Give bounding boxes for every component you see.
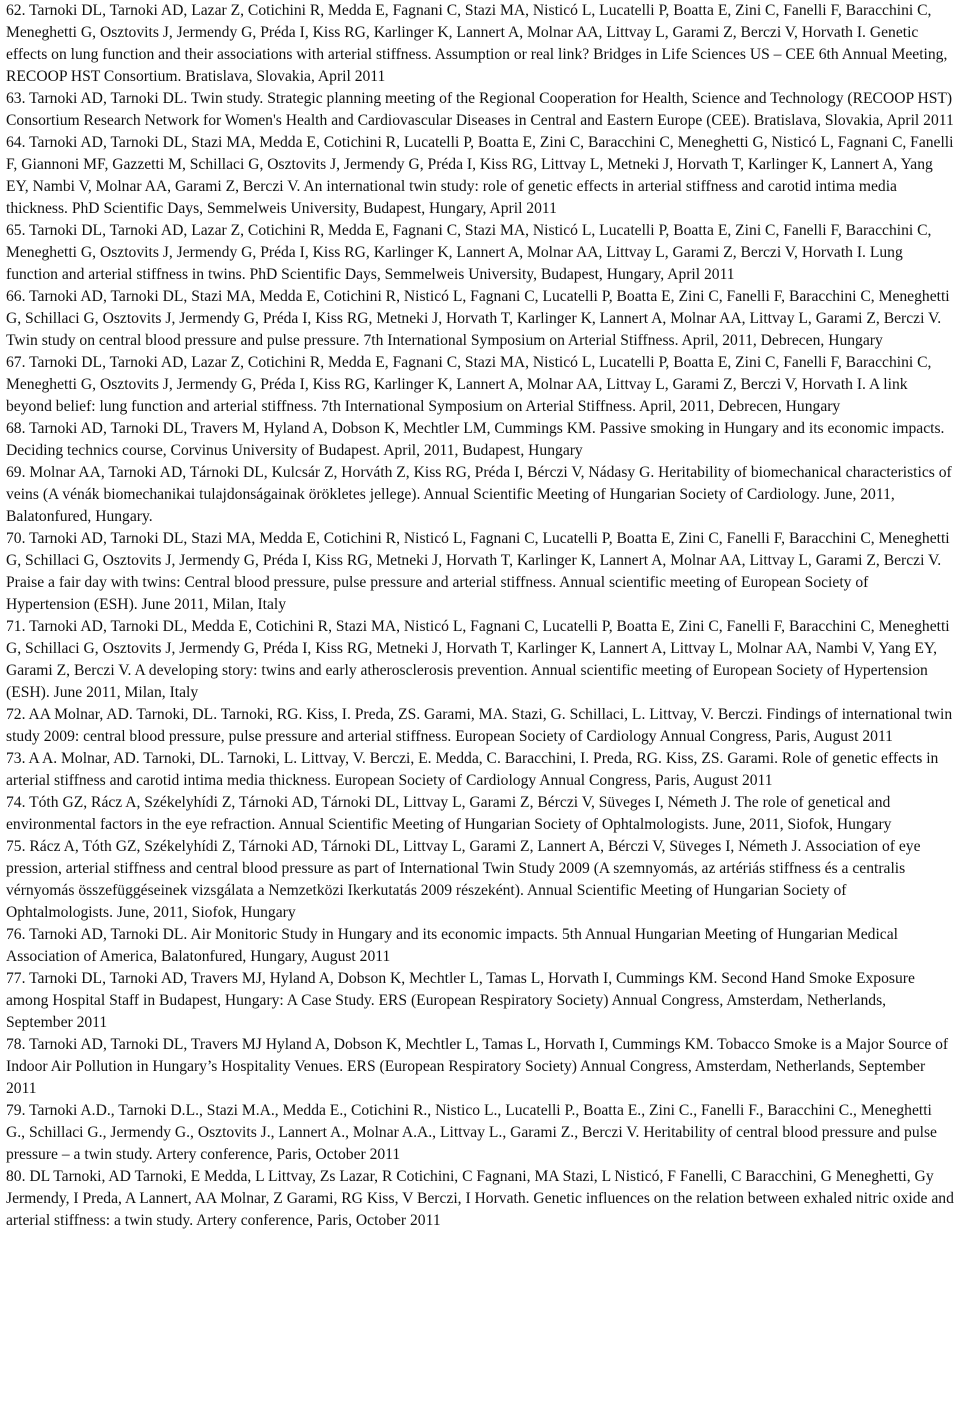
- reference-entry: 80. DL Tarnoki, AD Tarnoki, E Medda, L Littvay, Zs Lazar, R Cotichini, C Fagnani, MA Stazi, L Nisticó, F Fanelli, C Baracchini, G Meneghetti, Gy Jermendy, I Preda, A Lannert, AA Molnar, Z Garami, RG Kiss, V Berczi, I Horvath. Genetic influences on the relation between exhaled nitric oxide and arterial stiffness: a twin study. Artery conference, Paris, October 2011: [6, 1168, 954, 1229]
- reference-entry: 64. Tarnoki AD, Tarnoki DL, Stazi MA, Medda E, Cotichini R, Lucatelli P, Boatta E, Zini C, Baracchini C, Meneghetti G, Nisticó L, Fagnani C, Fanelli F, Giannoni MF, Gazzetti M, Schillaci G, Osztovits J, Jermendy G, Préda I, Kiss RG, Littvay L, Metneki J, Horvath T, Karlinger K, Lannert A, Yang EY, Nambi V, Molnar AA, Garami Z, Berczi V. An international twin study: role of genetic effects in arterial stiffness and carotid intima media thickness. PhD Scientific Days, Semmelweis University, Budapest, Hungary, April 2011: [6, 134, 954, 217]
- reference-entry: 73. A A. Molnar, AD. Tarnoki, DL. Tarnoki, L. Littvay, V. Berczi, E. Medda, C. Baracchini, I. Preda, RG. Kiss, ZS. Garami. Role of genetic effects in arterial stiffness and carotid intima media thickness. European Society of Cardiology Annual Congress, Paris, August 2011: [6, 750, 939, 789]
- reference-entry: 67. Tarnoki DL, Tarnoki AD, Lazar Z, Cotichini R, Medda E, Fagnani C, Stazi MA, Nisticó L, Lucatelli P, Boatta E, Zini C, Fanelli F, Baracchini C, Meneghetti G, Osztovits J, Jermendy G, Préda I, Kiss RG, Karlinger K, Lannert A, Molnar AA, Littvay L, Garami Z, Berczi V, Horvath I. A link beyond belief: lung function and arterial stiffness. 7th International Symposium on Arterial Stiffness. April, 2011, Debrecen, Hungary: [6, 354, 932, 415]
- reference-entry: 65. Tarnoki DL, Tarnoki AD, Lazar Z, Cotichini R, Medda E, Fagnani C, Stazi MA, Nisticó L, Lucatelli P, Boatta E, Zini C, Fanelli F, Baracchini C, Meneghetti G, Osztovits J, Jermendy G, Préda I, Kiss RG, Karlinger K, Lannert A, Molnar AA, Littvay L, Garami Z, Berczi V, Horvath I. Lung function and arterial stiffness in twins. PhD Scientific Days, Semmelweis University, Budapest, Hungary, April 2011: [6, 222, 932, 283]
- reference-entry: 66. Tarnoki AD, Tarnoki DL, Stazi MA, Medda E, Cotichini R, Nisticó L, Fagnani C, Lucatelli P, Boatta E, Zini C, Fanelli F, Baracchini C, Meneghetti G, Schillaci G, Osztovits J, Jermendy G, Préda I, Kiss RG, Metneki J, Horvath T, Karlinger K, Lannert A, Molnar AA, Littvay L, Garami Z, Berczi V. Twin study on central blood pressure and pulse pressure. 7th International Symposium on Arterial Stiffness. April, 2011, Debrecen, Hungary: [6, 288, 950, 349]
- reference-entry: 62. Tarnoki DL, Tarnoki AD, Lazar Z, Cotichini R, Medda E, Fagnani C, Stazi MA, Nisticó L, Lucatelli P, Boatta E, Zini C, Fanelli F, Baracchini C, Meneghetti G, Osztovits J, Jermendy G, Préda I, Kiss RG, Karlinger K, Lannert A, Molnar AA, Littvay L, Garami Z, Berczi V, Horvath I. Genetic effects on lung function and their associations with arterial stiffness. Assumption or real link? Bridges in Life Sciences US – CEE 6th Annual Meeting, RECOOP HST Consortium. Bratislava, Slovakia, April 2011: [6, 2, 948, 85]
- reference-entry: 71. Tarnoki AD, Tarnoki DL, Medda E, Cotichini R, Stazi MA, Nisticó L, Fagnani C, Lucatelli P, Boatta E, Zini C, Fanelli F, Baracchini C, Meneghetti G, Schillaci G, Osztovits J, Jermendy G, Préda I, Kiss RG, Metneki J, Horvath T, Karlinger K, Lannert A, Littvay L, Molnar AA, Nambi V, Yang EY, Garami Z, Berczi V. A developing story: twins and early atherosclerosis prevention. Annual scientific meeting of European Society of Hypertension (ESH). June 2011, Milan, Italy: [6, 618, 950, 701]
- reference-entry: 76. Tarnoki AD, Tarnoki DL. Air Monitoric Study in Hungary and its economic impacts. 5th Annual Hungarian Meeting of Hungarian Medical Association of America, Balatonfured, Hungary, August 2011: [6, 926, 898, 965]
- reference-entry: 77. Tarnoki DL, Tarnoki AD, Travers MJ, Hyland A, Dobson K, Mechtler L, Tamas L, Horvath I, Cummings KM. Second Hand Smoke Exposure among Hospital Staff in Budapest, Hungary: A Case Study. ERS (European Respiratory Society) Annual Congress, Amsterdam, Netherlands, September 2011: [6, 970, 915, 1031]
- reference-entry: 74. Tóth GZ, Rácz A, Székelyhídi Z, Tárnoki AD, Tárnoki DL, Littvay L, Garami Z, Bérczi V, Süveges I, Németh J. The role of genetical and environmental factors in the eye refraction. Annual Scientific Meeting of Hungarian Society of Ophtalmologists. June, 2011, Siofok, Hungary: [6, 794, 892, 833]
- reference-entry: 69. Molnar AA, Tarnoki AD, Tárnoki DL, Kulcsár Z, Horváth Z, Kiss RG, Préda I, Bérczi V, Nádasy G. Heritability of biomechanical characteristics of veins (A vénák biomechanikai tulajdonságainak örökletes jellege). Annual Scientific Meeting of Hungarian Society of Cardiology. June, 2011, Balatonfured, Hungary.: [6, 464, 952, 525]
- reference-list: [6, 0, 954, 1232]
- reference-entry: 75. Rácz A, Tóth GZ, Székelyhídi Z, Tárnoki AD, Tárnoki DL, Littvay L, Garami Z, Lannert A, Bérczi V, Süveges I, Németh J. Association of eye pression, arterial stiffness and central blood pressure as part of International Twin Study 2009 (A szemnyomás, az artériás stiffness és a centralis vérnyomás összefüggéseinek vizsgálata a Nemzetközi Ikerkutatás 2009 részeként). Annual Scientific Meeting of Hungarian Society of Ophtalmologists. June, 2011, Siofok, Hungary: [6, 838, 921, 921]
- reference-entry: 79. Tarnoki A.D., Tarnoki D.L., Stazi M.A., Medda E., Cotichini R., Nistico L., Lucatelli P., Boatta E., Zini C., Fanelli F., Baracchini C., Meneghetti G., Schillaci G., Jermendy G., Osztovits J., Lannert A., Molnar A.A., Littvay L., Garami Z., Berczi V. Heritability of central blood pressure and pulse pressure – a twin study. Artery conference, Paris, October 2011: [6, 1102, 937, 1163]
- reference-entry: 72. AA Molnar, AD. Tarnoki, DL. Tarnoki, RG. Kiss, I. Preda, ZS. Garami, MA. Stazi, G. Schillaci, L. Littvay, V. Berczi. Findings of international twin study 2009: central blood pressure, pulse pressure and arterial stiffness. European Society of Cardiology Annual Congress, Paris, August 2011: [6, 706, 953, 745]
- reference-entry: 78. Tarnoki AD, Tarnoki DL, Travers MJ Hyland A, Dobson K, Mechtler L, Tamas L, Horvath I, Cummings KM. Tobacco Smoke is a Major Source of Indoor Air Pollution in Hungary’s Hospitality Venues. ERS (European Respiratory Society) Annual Congress, Amsterdam, Netherlands, September 2011: [6, 1036, 949, 1097]
- reference-entry: 63. Tarnoki AD, Tarnoki DL. Twin study. Strategic planning meeting of the Regional Cooperation for Health, Science and Technology (RECOOP HST) Consortium Research Network for Women's Health and Cardiovascular Diseases in Central and Eastern Europe (CEE). Bratislava, Slovakia, April 2011: [6, 90, 954, 129]
- reference-entry: 70. Tarnoki AD, Tarnoki DL, Stazi MA, Medda E, Cotichini R, Nisticó L, Fagnani C, Lucatelli P, Boatta E, Zini C, Fanelli F, Baracchini C, Meneghetti G, Schillaci G, Osztovits J, Jermendy G, Préda I, Kiss RG, Metneki J, Horvath T, Karlinger K, Lannert A, Molnar AA, Littvay L, Garami Z, Berczi V. Praise a fair day with twins: Central blood pressure, pulse pressure and arterial stiffness. Annual scientific meeting of European Society of Hypertension (ESH). June 2011, Milan, Italy: [6, 530, 950, 613]
- reference-entry: 68. Tarnoki AD, Tarnoki DL, Travers M, Hyland A, Dobson K, Mechtler LM, Cummings KM. Passive smoking in Hungary and its economic impacts. Deciding technics course, Corvinus University of Budapest. April, 2011, Budapest, Hungary: [6, 420, 945, 459]
